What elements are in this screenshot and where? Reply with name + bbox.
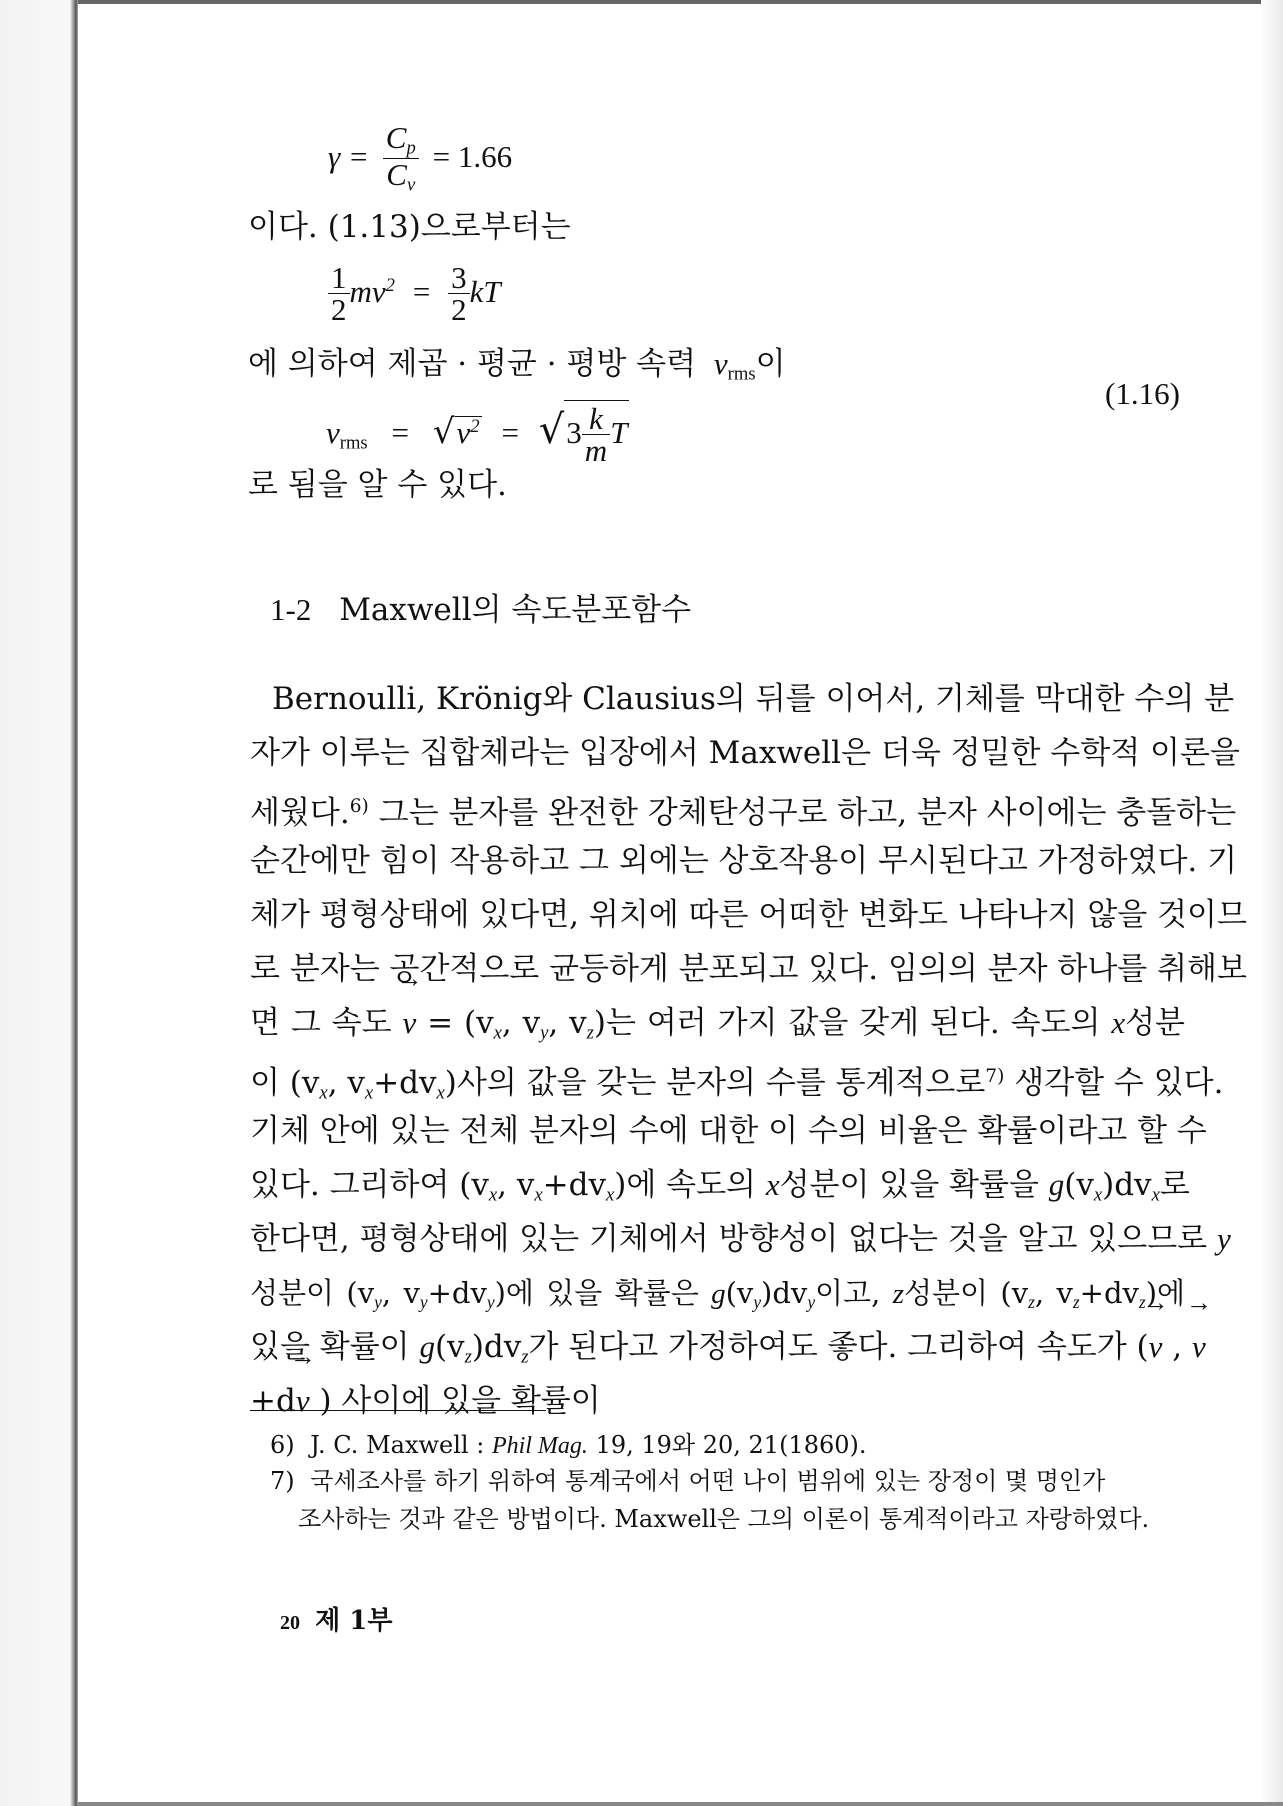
- para-line-4: 순간에만 힘이 작용하고 그 외에는 상호작용이 무시된다고 가정하였다. 기: [250, 843, 1238, 879]
- energy-mv: $mv^2$: [349, 274, 395, 309]
- para-line-3: 세웠다.$^{6)}$ 그는 분자를 완전한 강체탄성구로 하고, 분자 사이에는 충돌하는: [250, 795, 1237, 832]
- footnote-7-continued: 조사하는 것과 같은 방법이다. Maxwell은 그의 이론이 통계적이라고 자랑하였다.: [298, 1505, 1150, 1533]
- para-line-8: 이 ($v_x$, $v_x+dv_x$)사의 값을 갖는 분자의 수를 통계적으로$^{7)}$ 생각할 수 있다.: [250, 1065, 1224, 1104]
- footnote-ref-7[interactable]: 7): [985, 1066, 1005, 1087]
- gamma-den-sub: v: [406, 174, 416, 196]
- energy-eq: =: [412, 274, 431, 309]
- footnote-rule: [250, 1410, 546, 1411]
- vrms-sqrt-mean: $v^2$: [456, 415, 480, 450]
- footnote-7-number: 7): [270, 1467, 295, 1495]
- energy-kT: kT: [469, 274, 501, 309]
- para-line-13: 있을 확률이 $g(v_z)dv_z$가 된다고 가정하여도 좋다. 그리하여 속도가 (→ v , → v: [250, 1320, 1185, 1374]
- body-paragraph: [250, 672, 1247, 1428]
- page-left-edge: [0, 0, 78, 1806]
- gamma-fraction: [383, 122, 419, 195]
- vrms-sqrt-3kT: 3 $\frac{k}{m}$ T: [566, 401, 628, 468]
- line-uihayeo: 에 의하여 제곱 · 평균 · 평방 속력 $v_{rms}$이: [248, 346, 786, 385]
- energy-three-halves: $\frac{3}{2}$: [448, 262, 470, 325]
- energy-half: $\frac{1}{2}$: [328, 262, 350, 325]
- part-label: 제 1부: [315, 1606, 393, 1636]
- gamma-rhs: = 1.66: [432, 139, 513, 175]
- gamma-lhs: γ =: [328, 139, 369, 175]
- page-right-edge: [1261, 0, 1283, 1806]
- para-line-10: 있다. 그리하여 ($v_x$, $v_x+dv_x$)에 속도의 x성분이 있을 확률을 $g(v_x)dv_x$로: [250, 1167, 1190, 1206]
- section-heading: [270, 584, 691, 629]
- footnote-6: 6) J. C. Maxwell : Phil Mag. 19, 19와 20, 21(1860).: [270, 1431, 867, 1459]
- para-line-12: 성분이 ($v_y$, $v_y+dv_y$)에 있을 확률은 $g(v_y)dv_y$이고, z성분이 ($v_z$, $v_z+dv_z$)에: [250, 1276, 1186, 1313]
- para-line-14: +d→ v ) 사이에 있을 확률이: [250, 1374, 1185, 1428]
- footnote-6-number: 6): [270, 1431, 295, 1459]
- para-line-2: 자가 이루는 집합체라는 입장에서 Maxwell은 더욱 정밀한 수학적 이론을: [250, 735, 1240, 771]
- para-line-6: 로 분자는 공간적으로 균등하게 분포되고 있다. 임의의 분자 하나를 취해보: [250, 951, 1247, 987]
- vrms-equation: $v_{rms} = √v^2 = √3$ $\frac{k}{m}$ T: [326, 401, 628, 468]
- section-title: Maxwell의 속도분포함수: [339, 592, 692, 628]
- section-number: 1-2: [270, 592, 312, 627]
- line-ida: 이다. (1.13)으로부터는: [248, 209, 571, 245]
- para-line-11: 한다면, 평형상태에 있는 기체에서 방향성이 없다는 것을 알고 있으므로 y: [250, 1221, 1231, 1257]
- para-line-1: Bernoulli, Krönig와 Clausius의 뒤를 이어서, 기체를 막대한 수의 분: [272, 681, 1235, 717]
- page-number: 20: [280, 1612, 300, 1634]
- energy-equation: [328, 262, 501, 325]
- para-line-9: 기체 안에 있는 전체 분자의 수에 대한 이 수의 비율은 확률이라고 할 수: [250, 1113, 1207, 1149]
- page-footer: [280, 1600, 392, 1637]
- gamma-den: C: [386, 157, 407, 193]
- gamma-num-sub: p: [406, 137, 416, 159]
- equation-number: (1.16): [1105, 376, 1180, 411]
- footnote-7: 7) 국세조사를 하기 위하여 통계국에서 어떤 나이 범위에 있는 장정이 몇 명인가: [270, 1467, 1106, 1495]
- para-line-5: 체가 평형상태에 있다면, 위치에 따른 어떠한 변화도 나타나지 않을 것이므: [250, 897, 1247, 933]
- footnote-ref-6[interactable]: 6): [349, 796, 369, 817]
- gamma-equation: [328, 122, 512, 195]
- para-line-7: 면 그 속도 → $v = (v_x$, $v_y$, $v_z$)는 여러 가지 값을 갖게 된다. 속도의 x성분: [250, 996, 1185, 1050]
- gamma-num: C: [385, 120, 407, 155]
- page-top-edge: [78, 0, 1283, 4]
- line-ro: 로 됨을 알 수 있다.: [248, 467, 507, 503]
- page-bottom-edge: [78, 1802, 1283, 1806]
